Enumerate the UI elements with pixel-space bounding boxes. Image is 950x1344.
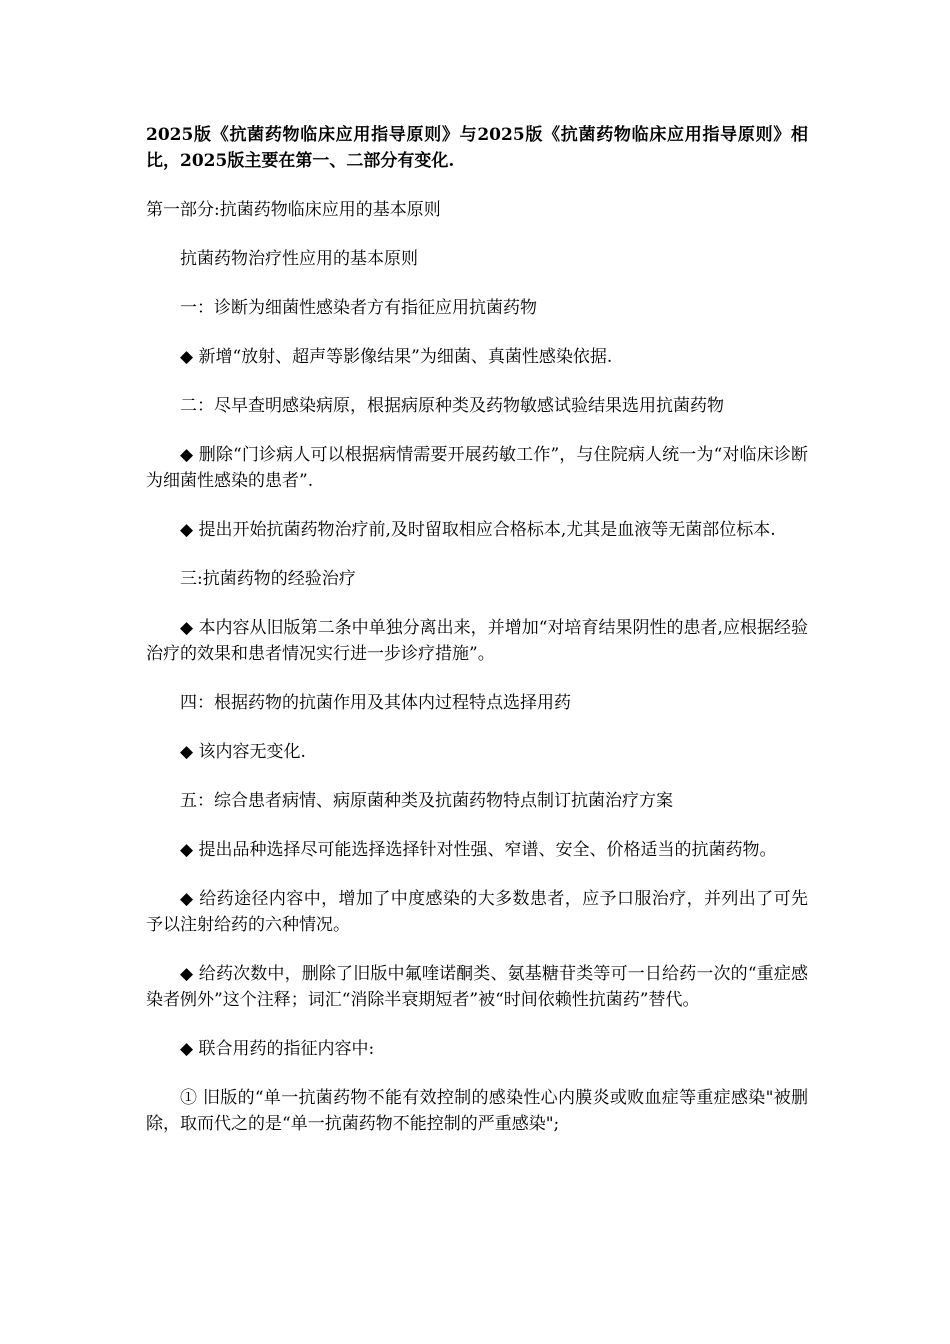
principle-heading-2: 二：尽早查明感染病原，根据病原种类及药物敏感试验结果选用抗菌药物	[180, 396, 724, 416]
bullet-item: ◆ 该内容无变化.	[180, 742, 306, 762]
section-heading: 抗菌药物治疗性应用的基本原则	[180, 249, 418, 269]
document-title: 2025版《抗菌药物临床应用指导原则》与2025版《抗菌药物临床应用指导原则》相比，2025版主要在第一、二部分有变化.	[146, 125, 808, 171]
document-body	[146, 122, 808, 1160]
bullet-item: ◆ 新增“放射、超声等影像结果”为细菌、真菌性感染依据.	[180, 347, 613, 367]
bullet-item: ◆ 给药途径内容中，增加了中度感染的大多数患者，应予口服治疗，并列出了可先予以注射给药的六种情况。	[146, 889, 808, 935]
bullet-item: ◆ 本内容从旧版第二条中单独分离出来，并增加“对培育结果阴性的患者,应根据经验治疗的效果和患者情况实行进一步诊疗措施”。	[146, 618, 808, 664]
bullet-item: ◆ 删除“门诊病人可以根据病情需要开展药敏工作”，与住院病人统一为“对临床诊断为细菌性感染的患者”.	[146, 445, 808, 491]
bullet-item: ◆ 提出品种选择尽可能选择选择针对性强、窄谱、安全、价格适当的抗菌药物。	[180, 840, 777, 860]
principle-heading-5: 五：综合患者病情、病原菌种类及抗菌药物特点制订抗菌治疗方案	[180, 791, 673, 811]
bullet-item: ◆ 提出开始抗菌药物治疗前,及时留取相应合格标本,尤其是血液等无菌部位标本.	[180, 520, 776, 540]
bullet-item: ◆ 联合用药的指征内容中:	[180, 1039, 375, 1059]
principle-heading-1: 一：诊断为细菌性感染者方有指征应用抗菌药物	[180, 298, 537, 318]
bullet-item: ◆ 给药次数中，删除了旧版中氟喹诺酮类、氨基糖苷类等可一日给药一次的“重症感染者例外”这个注释；词汇“消除半衰期短者”被“时间依赖性抗菌药”替代。	[146, 964, 808, 1010]
principle-heading-4: 四：根据药物的抗菌作用及其体内过程特点选择用药	[180, 693, 571, 713]
part-heading: 第一部分:抗菌药物临床应用的基本原则	[146, 200, 441, 220]
numbered-item: ① 旧版的“单一抗菌药物不能有效控制的感染性心内膜炎或败血症等重症感染"被删除，取而代之的是“单一抗菌药物不能控制的严重感染";	[146, 1088, 808, 1134]
principle-heading-3: 三:抗菌药物的经验治疗	[180, 569, 356, 589]
